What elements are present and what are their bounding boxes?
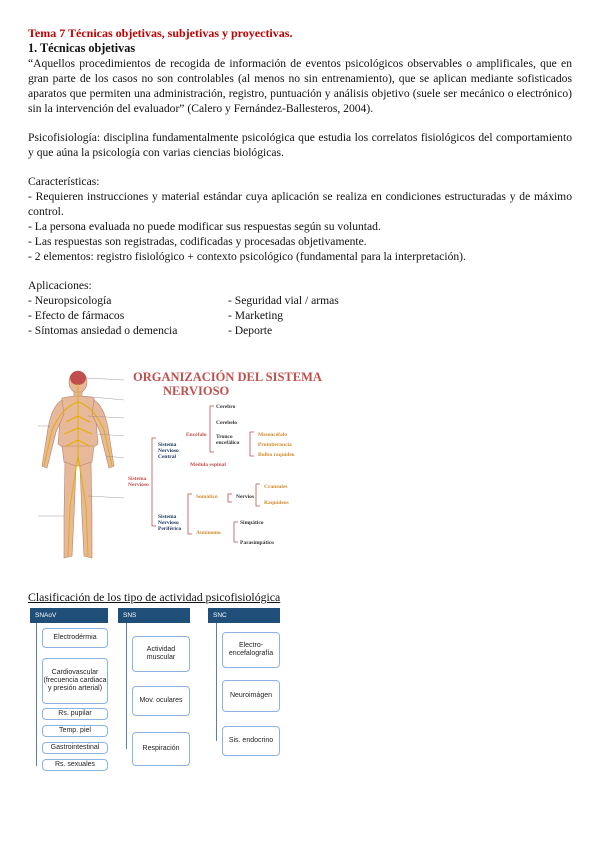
tronco-label: Tronco encefálico [216,434,240,446]
simpatico-label: Simpático [240,520,264,526]
definition-quote: “Aquellos procedimientos de recogida de información de eventos psicológicos observables o amplificales, que en gran parte de los casos no son controlables (al menos no sin entrenamiento), que se aplican mediante sofisticados aparatos que permiten una administración, registro, puntuación y análisis objetivo (suele ser mecánico o electrónico) sin la intervención del evaluador” (Calero y Fernández-Ballesteros, 2004). [28,57,572,115]
col1-item: Rs. pupilar [42,708,108,720]
aplicacion-item: - Seguridad vial / armas [228,294,339,307]
aplicaciones-title: Aplicaciones: [28,279,92,292]
protuberancia-label: Protuberancia [258,442,292,448]
classification-diagram [28,606,288,771]
cerebelo-label: Cerebelo [216,420,237,426]
section-heading: 1. Técnicas objetivas [28,41,136,55]
cerebro-label: Cerebro [216,404,236,410]
aplicacion-item: - Marketing [228,309,284,322]
col1-item: Gastrointestinal [42,742,108,754]
psicofisiologia-definition: Psicofisiología: disciplina fundamentalmente psicológica que estudia los correlatos fisiológicos del comportamiento y que aúna la psicología con varias ciencias biológicas. [28,131,572,159]
col3-item: Neuroimágen [222,680,280,712]
col2-item: Respiración [132,732,190,766]
aplicacion-item: - Neuropsicología [28,294,112,307]
aplicaciones-list [28,293,572,338]
col1-item: Cardiovascular (frecuencia cardiaca y presión arterial) [42,658,108,704]
craneales-label: Craneales [264,484,288,490]
medula-label: Médula espinal [190,462,226,468]
aplicacion-item: - Efecto de fármacos [28,309,125,322]
classification-title: Clasificación de los tipo de actividad psicofisiológica [28,590,281,604]
col3-item: Sis. endocrino [222,726,280,756]
snc-label: Sistema Nervioso Central [158,442,179,460]
col2-item: Mov. oculares [132,686,190,716]
nervous-system-figure [28,366,328,571]
snp-label: Sistema Nervioso Periférico [158,514,182,532]
autonomo-label: Autónomo [196,530,221,536]
document-title: Tema 7 Técnicas objetivas, subjetivas y proyectivas. [28,26,293,40]
root-label: Sistema Nervioso [128,476,149,488]
col3-item: Electro-encefalografía [222,632,280,668]
brain-icon [70,371,86,385]
nervios-label: Nervios [236,494,255,500]
caracteristicas-title: Características: [28,175,100,188]
bulbo-label: Bulbo raquídeo [258,452,295,458]
aplicacion-item: - Deporte [228,324,273,337]
sns-header: SNS [118,608,190,623]
snaov-header: SNAoV [30,608,108,623]
caracteristica-item: - Requieren instrucciones y material estándar cuya aplicación se realiza en condiciones estructuradas y de máximo control. [28,190,572,218]
col2-item: Actividad muscular [132,636,190,672]
encefalo-label: Encéfalo [186,432,207,438]
snc-header: SNC [208,608,280,623]
mesencefalo-label: Mesencéfalo [258,432,288,438]
figure-title-line1: ORGANIZACIÓN DEL SISTEMA [133,370,322,384]
document-page [28,26,572,338]
caracteristica-item: - Las respuestas son registradas, codificadas y procesadas objetivamente. [28,235,367,248]
figure-title-line2: NERVIOSO [163,384,230,398]
caracteristica-item: - La persona evaluada no puede modificar sus respuestas según su voluntad. [28,220,381,233]
somatico-label: Somático [196,494,218,500]
col1-item: Electrodérmia [42,628,108,648]
parasimpatico-label: Parasimpático [240,540,274,546]
raquideos-label: Raquídeos [264,500,289,506]
col1-item: Temp. piel [42,725,108,737]
col1-item: Rs. sexuales [42,759,108,771]
aplicacion-item: - Síntomas ansiedad o demencia [28,324,178,337]
caracteristica-item: - 2 elementos: registro fisiológico + contexto psicológico (fundamental para la interpretación). [28,250,466,263]
